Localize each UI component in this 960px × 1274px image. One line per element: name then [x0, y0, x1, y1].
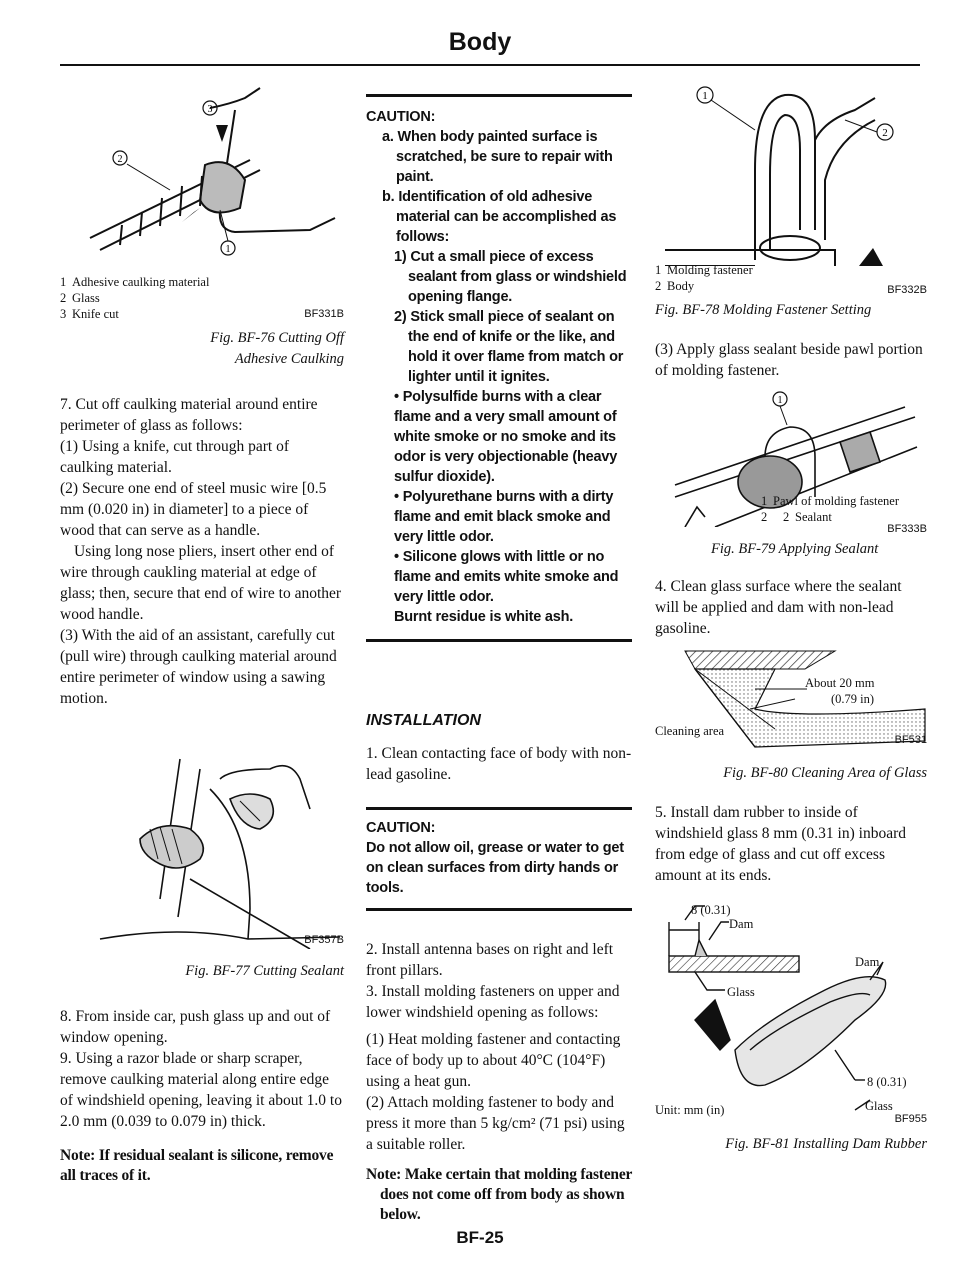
figure-bf-77 — [60, 749, 344, 959]
header-rule — [60, 64, 920, 66]
column-1 — [60, 80, 344, 1186]
note: Note: Make certain that molding fastener does not come off from body as shown below. — [366, 1166, 632, 1223]
caution-item: a. When body painted surface is scratched, be sure to repair with paint. — [382, 129, 613, 185]
column-2 — [366, 80, 632, 1225]
figure-code: BF531 — [894, 734, 927, 746]
caulking-cut-illustration — [60, 80, 344, 270]
figure-bf-78 — [655, 80, 927, 266]
figure-code: BF333B — [887, 523, 927, 535]
dimension-label: 8 (0.31) — [867, 1075, 907, 1089]
figure-code: BF357B — [304, 934, 344, 946]
caution-bullet: • Polysulfide burns with a clear flame and a very small amount of white smoke or no smoke and its odor is very objectionable (heavy sulfur dioxide). — [394, 389, 618, 485]
figure-caption: Fig. BF-81 Installing Dam Rubber — [725, 1136, 927, 1152]
dimension-label: About 20 mm — [805, 676, 875, 690]
paragraph: 8. From inside car, push glass up and out of window opening. — [60, 1008, 331, 1046]
paragraph: 3. Install molding fasteners on upper and lower windshield opening as follows: — [366, 983, 620, 1021]
dam-label: Dam — [855, 955, 880, 969]
paragraph: 5. Install dam rubber to inside of windshield glass 8 mm (0.31 in) inboard from edge of glass and cut off excess amount at its ends. — [655, 804, 906, 884]
figure-code: BF331B — [304, 308, 344, 320]
figure-caption: Fig. BF-77 Cutting Sealant — [185, 963, 344, 979]
glass-label: Glass — [865, 1099, 893, 1113]
page-number: BF-25 — [456, 1228, 504, 1247]
figure-code: BF332B — [887, 284, 927, 296]
paragraph: 4. Clean glass surface where the sealant will be applied and dam with non-lead gasoline. — [655, 578, 902, 637]
caution-bullet: Burnt residue is white ash. — [394, 609, 574, 625]
paragraph: 1. Clean contacting face of body with non-lead gasoline. — [366, 745, 632, 783]
note: Note: If residual sealant is silicone, remove all traces of it. — [60, 1147, 334, 1184]
callout-2: 2 — [761, 510, 768, 524]
caution-rule-bottom — [366, 908, 632, 911]
caution-step: 2) Stick small piece of sealant on the end of knife or the like, and hold it over flame from match or lighter until it ignites. — [394, 309, 624, 385]
paragraph: (2) Secure one end of steel music wire [0.5 mm (0.020 in) in diameter] to a piece of wood that can serve as a handle. — [60, 480, 327, 539]
figure-bf-81 — [655, 900, 927, 1130]
figure-legend: 1 Molding fastener 2 Body BF332B — [655, 263, 927, 296]
dimension-label: 8 (0.31) — [691, 903, 731, 917]
figure-caption: Fig. BF-78 Molding Fastener Setting — [655, 302, 872, 318]
caution-step: 1) Cut a small piece of excess sealant from glass or windshield opening flange. — [394, 249, 627, 305]
callout-2: 2 — [882, 127, 888, 139]
caution-bullet: • Polyurethane burns with a dirty flame and emit black smoke and very little odor. — [394, 489, 614, 545]
column-3 — [655, 80, 927, 1155]
callout-1: 1 — [702, 90, 708, 102]
paragraph: 9. Using a razor blade or sharp scraper, remove caulking material along entire edge of windshield opening, leaving it about 1.0 to 2.0 mm (0.039 to 0.079 in) thick. — [60, 1050, 342, 1130]
callout-2: 2 — [117, 154, 123, 165]
dam-label: Dam — [729, 917, 754, 931]
figure-caption: Fig. BF-80 Cleaning Area of Glass — [723, 765, 927, 781]
paragraph: (3) With the aid of an assistant, carefully cut (pull wire) through caulking material around entire perimeter of window using a sawing motion. — [60, 627, 337, 707]
section-heading: INSTALLATION — [366, 712, 481, 729]
caution-rule-top — [366, 94, 632, 97]
caution-rule-bottom — [366, 639, 632, 642]
figure-legend: 1 Adhesive caulking material 2 Glass 3 Knife cut BF331B — [60, 275, 344, 321]
caution-title: CAUTION: — [366, 109, 436, 125]
figure-caption: Fig. BF-76 Cutting Off Adhesive Caulking — [210, 330, 344, 367]
figure-legend: 1 Pawl of molding fastener 2 2 Sealant BF333B — [761, 494, 927, 535]
callout-3: 3 — [207, 104, 213, 115]
figure-bf-76 — [60, 80, 344, 270]
caution-item: b. Identification of old adhesive material can be accomplished as follows: — [382, 189, 617, 245]
callout-1: 1 — [225, 244, 231, 255]
paragraph: 2. Install antenna bases on right and left front pillars. — [366, 941, 614, 979]
molding-fastener-illustration — [655, 80, 927, 266]
paragraph: 7. Cut off caulking material around entire perimeter of glass as follows: — [60, 396, 318, 434]
paragraph: (1) Using a knife, cut through part of caulking material. — [60, 438, 289, 476]
caution-rule-top — [366, 807, 632, 810]
cutting-sealant-illustration — [60, 749, 344, 949]
paragraph: (1) Heat molding fastener and contacting face of body up to about 40°C (104°F) using a heat gun. — [366, 1031, 621, 1090]
page-header: Body — [448, 28, 512, 56]
callout-1: 1 — [777, 395, 783, 406]
paragraph: (3) Apply glass sealant beside pawl portion of molding fastener. — [655, 341, 923, 379]
caution-title: CAUTION: — [366, 820, 436, 836]
paragraph: Using long nose pliers, insert other end of wire through caukling material at edge of glass; then, secure that end of wire to another wood handle. — [60, 543, 342, 623]
caution-bullet: • Silicone glows with little or no flame and emits white smoke and very little odor. — [394, 549, 619, 605]
paragraph: (2) Attach molding fastener to body and press it more than 5 kg/cm² (71 psi) using a suitable roller. — [366, 1094, 625, 1153]
figure-caption: Fig. BF-79 Applying Sealant — [711, 541, 879, 557]
area-label: Cleaning area — [655, 724, 725, 738]
figure-code: BF955 — [894, 1113, 927, 1125]
figure-bf-80 — [655, 649, 927, 753]
unit-label: Unit: mm (in) — [655, 1103, 725, 1117]
dimension-label: (0.79 in) — [831, 692, 875, 706]
glass-label: Glass — [727, 985, 755, 999]
caution-text: Do not allow oil, grease or water to get on clean surfaces from dirty hands or tools. — [366, 840, 624, 896]
